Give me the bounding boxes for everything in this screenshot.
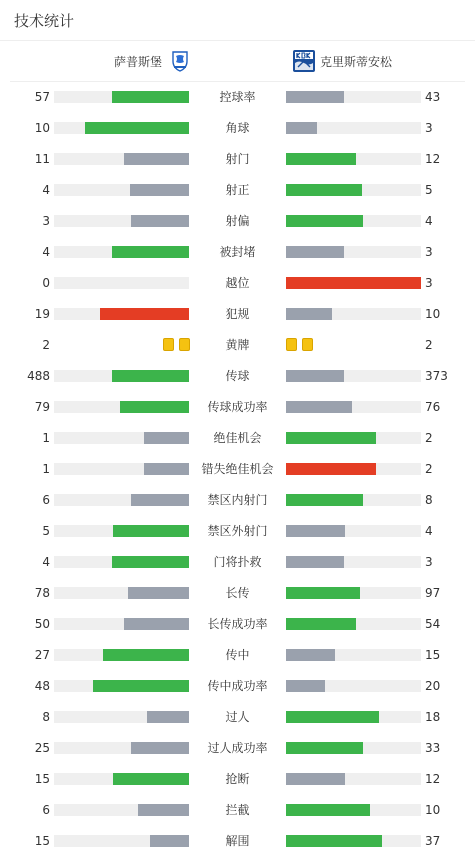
stat-label: 错失绝佳机会 bbox=[201, 462, 274, 476]
away-bar-track bbox=[286, 742, 421, 754]
home-bar-track bbox=[54, 835, 189, 847]
home-value: 0 bbox=[42, 276, 50, 290]
home-bar-track bbox=[54, 649, 189, 661]
home-bar-fill bbox=[112, 91, 189, 103]
home-bar-fill bbox=[113, 773, 189, 785]
home-bar-track bbox=[54, 246, 189, 258]
away-bar-track bbox=[286, 556, 421, 568]
stat-label: 传球 bbox=[225, 369, 250, 383]
home-bar-track bbox=[54, 184, 189, 196]
away-bar-fill bbox=[286, 587, 360, 599]
stat-row bbox=[0, 640, 475, 671]
home-bar-fill bbox=[112, 370, 189, 382]
home-bar-track bbox=[54, 401, 189, 413]
home-value: 8 bbox=[42, 710, 50, 724]
stat-label: 绝佳机会 bbox=[213, 431, 262, 445]
stat-label: 长传 bbox=[225, 586, 250, 600]
stat-label: 被封堵 bbox=[219, 245, 256, 259]
away-value: 76 bbox=[425, 400, 441, 414]
away-value: 43 bbox=[425, 90, 441, 104]
away-value: 3 bbox=[425, 555, 433, 569]
home-value: 5 bbox=[42, 524, 50, 538]
home-bar-track bbox=[54, 494, 189, 506]
away-bar-track bbox=[286, 122, 421, 134]
away-value: 54 bbox=[425, 617, 441, 631]
stat-label: 禁区外射门 bbox=[207, 524, 268, 538]
away-value: 18 bbox=[425, 710, 441, 724]
home-value: 79 bbox=[34, 400, 50, 414]
home-value: 6 bbox=[42, 493, 50, 507]
home-bar-fill bbox=[138, 804, 189, 816]
away-bar-track bbox=[286, 711, 421, 723]
away-value: 12 bbox=[425, 152, 441, 166]
home-bar-track bbox=[54, 122, 189, 134]
home-bar-track bbox=[54, 215, 189, 227]
away-bar-fill bbox=[286, 308, 332, 320]
home-value: 10 bbox=[34, 121, 50, 135]
stat-row bbox=[0, 702, 475, 733]
away-value: 2 bbox=[425, 338, 433, 352]
away-bar-fill bbox=[286, 618, 356, 630]
stat-row bbox=[0, 795, 475, 826]
stat-row bbox=[0, 144, 475, 175]
stat-row bbox=[0, 299, 475, 330]
home-bar-fill bbox=[124, 153, 189, 165]
home-bar-fill bbox=[103, 649, 189, 661]
stat-label: 角球 bbox=[225, 121, 250, 135]
away-bar-fill bbox=[286, 525, 345, 537]
away-value: 33 bbox=[425, 741, 441, 755]
home-value: 11 bbox=[34, 152, 50, 166]
home-value: 2 bbox=[42, 338, 50, 352]
away-value: 3 bbox=[425, 121, 433, 135]
away-bar-track bbox=[286, 277, 421, 289]
home-bar-track bbox=[54, 525, 189, 537]
home-bar-fill bbox=[100, 308, 189, 320]
home-team-name: 萨普斯堡 bbox=[114, 54, 163, 69]
stat-label: 禁区内射门 bbox=[207, 493, 268, 507]
away-bar-track bbox=[286, 587, 421, 599]
home-bar-fill bbox=[112, 556, 189, 568]
home-value: 19 bbox=[34, 307, 50, 321]
home-bar-track bbox=[54, 680, 189, 692]
home-value: 488 bbox=[27, 369, 50, 383]
away-value: 15 bbox=[425, 648, 441, 662]
away-bar-track bbox=[286, 91, 421, 103]
away-team[interactable] bbox=[292, 49, 392, 73]
home-value: 48 bbox=[34, 679, 50, 693]
away-value: 2 bbox=[425, 462, 433, 476]
away-bar-track bbox=[286, 525, 421, 537]
yellow-card-icon bbox=[163, 338, 174, 351]
away-bar-fill bbox=[286, 835, 382, 847]
stat-label: 过人成功率 bbox=[207, 741, 268, 755]
stat-label: 控球率 bbox=[219, 90, 256, 104]
home-bar-track bbox=[54, 742, 189, 754]
away-bar-track bbox=[286, 494, 421, 506]
home-bar-fill bbox=[131, 494, 189, 506]
home-bar-fill bbox=[85, 122, 189, 134]
home-value: 15 bbox=[34, 834, 50, 848]
home-value: 6 bbox=[42, 803, 50, 817]
home-bar-track bbox=[54, 618, 189, 630]
home-bar-track bbox=[54, 153, 189, 165]
stat-label: 长传成功率 bbox=[207, 617, 268, 631]
away-bar-fill bbox=[286, 91, 344, 103]
away-bar-fill bbox=[286, 215, 363, 227]
away-team-logo-icon bbox=[292, 49, 316, 73]
stat-row bbox=[0, 175, 475, 206]
stat-row bbox=[0, 578, 475, 609]
away-bar-track bbox=[286, 835, 421, 847]
away-bar-fill bbox=[286, 370, 344, 382]
home-value: 15 bbox=[34, 772, 50, 786]
away-bar-fill bbox=[286, 711, 379, 723]
away-bar-fill bbox=[286, 277, 421, 289]
stat-row bbox=[0, 733, 475, 764]
home-value: 4 bbox=[42, 555, 50, 569]
home-value: 4 bbox=[42, 183, 50, 197]
away-bar-track bbox=[286, 215, 421, 227]
away-value: 5 bbox=[425, 183, 433, 197]
away-bar-track bbox=[286, 432, 421, 444]
home-bar-fill bbox=[130, 184, 189, 196]
stat-label: 过人 bbox=[225, 710, 250, 724]
home-yellow-cards bbox=[163, 338, 190, 351]
away-bar-track bbox=[286, 184, 421, 196]
stat-row bbox=[0, 454, 475, 485]
stat-row bbox=[0, 113, 475, 144]
stat-row bbox=[0, 764, 475, 795]
away-value: 37 bbox=[425, 834, 441, 848]
home-bar-track bbox=[54, 91, 189, 103]
stat-label: 传中 bbox=[225, 648, 250, 662]
home-bar-track bbox=[54, 773, 189, 785]
home-value: 1 bbox=[42, 431, 50, 445]
away-bar-fill bbox=[286, 742, 363, 754]
stat-label: 射正 bbox=[225, 183, 250, 197]
away-bar-track bbox=[286, 463, 421, 475]
home-bar-track bbox=[54, 277, 189, 289]
home-bar-fill bbox=[131, 215, 189, 227]
away-bar-track bbox=[286, 680, 421, 692]
home-team[interactable] bbox=[114, 49, 192, 73]
stat-label: 犯规 bbox=[225, 307, 250, 321]
away-value: 4 bbox=[425, 524, 433, 538]
stat-label: 黄牌 bbox=[225, 338, 250, 352]
away-value: 10 bbox=[425, 803, 441, 817]
stat-row bbox=[0, 609, 475, 640]
stat-label: 拦截 bbox=[225, 803, 250, 817]
stat-row bbox=[0, 547, 475, 578]
stat-row bbox=[0, 361, 475, 392]
home-bar-fill bbox=[147, 711, 189, 723]
home-bar-track bbox=[54, 587, 189, 599]
stat-row bbox=[0, 826, 475, 857]
away-bar-track bbox=[286, 370, 421, 382]
away-bar-track bbox=[286, 618, 421, 630]
home-value: 57 bbox=[34, 90, 50, 104]
home-bar-track bbox=[54, 711, 189, 723]
teams-bar bbox=[10, 41, 465, 82]
away-bar-fill bbox=[286, 122, 317, 134]
stat-label: 射门 bbox=[225, 152, 250, 166]
stat-row bbox=[0, 237, 475, 268]
home-team-logo-icon bbox=[168, 49, 192, 73]
away-value: 12 bbox=[425, 772, 441, 786]
away-bar-fill bbox=[286, 153, 356, 165]
home-bar-fill bbox=[131, 742, 189, 754]
home-bar-track bbox=[54, 370, 189, 382]
home-bar-fill bbox=[120, 401, 189, 413]
home-bar-fill bbox=[93, 680, 189, 692]
away-bar-fill bbox=[286, 494, 363, 506]
stat-label: 越位 bbox=[225, 276, 250, 290]
home-value: 25 bbox=[34, 741, 50, 755]
away-bar-track bbox=[286, 649, 421, 661]
away-team-name: 克里斯蒂安松 bbox=[320, 54, 393, 69]
home-bar-fill bbox=[128, 587, 189, 599]
stat-label: 门将扑救 bbox=[213, 555, 262, 569]
away-bar-track bbox=[286, 773, 421, 785]
away-bar-fill bbox=[286, 556, 344, 568]
away-bar-track bbox=[286, 308, 421, 320]
home-bar-fill bbox=[113, 525, 189, 537]
away-bar-fill bbox=[286, 401, 352, 413]
stats-header bbox=[0, 0, 475, 41]
home-bar-fill bbox=[144, 432, 189, 444]
stat-row bbox=[0, 330, 475, 361]
stat-row bbox=[0, 82, 475, 113]
home-bar-track bbox=[54, 804, 189, 816]
away-bar-fill bbox=[286, 246, 344, 258]
home-value: 4 bbox=[42, 245, 50, 259]
away-bar-fill bbox=[286, 432, 376, 444]
home-value: 50 bbox=[34, 617, 50, 631]
stat-label: 射偏 bbox=[225, 214, 250, 228]
away-bar-track bbox=[286, 246, 421, 258]
away-value: 4 bbox=[425, 214, 433, 228]
yellow-card-icon bbox=[302, 338, 313, 351]
stat-row bbox=[0, 423, 475, 454]
yellow-card-icon bbox=[179, 338, 190, 351]
away-bar-track bbox=[286, 153, 421, 165]
home-bar-fill bbox=[112, 246, 189, 258]
away-yellow-cards bbox=[286, 338, 313, 351]
away-bar-fill bbox=[286, 649, 335, 661]
away-value: 8 bbox=[425, 493, 433, 507]
away-bar-fill bbox=[286, 463, 376, 475]
home-value: 78 bbox=[34, 586, 50, 600]
away-value: 20 bbox=[425, 679, 441, 693]
away-bar-fill bbox=[286, 773, 345, 785]
away-value: 10 bbox=[425, 307, 441, 321]
away-value: 97 bbox=[425, 586, 441, 600]
stat-label: 传中成功率 bbox=[207, 679, 268, 693]
stat-label: 解围 bbox=[225, 834, 250, 848]
stat-row bbox=[0, 485, 475, 516]
stat-row bbox=[0, 392, 475, 423]
page-title: 技术统计 bbox=[14, 12, 75, 30]
home-bar-track bbox=[54, 308, 189, 320]
stat-row bbox=[0, 268, 475, 299]
away-value: 373 bbox=[425, 369, 448, 383]
away-value: 3 bbox=[425, 276, 433, 290]
away-value: 2 bbox=[425, 431, 433, 445]
away-bar-fill bbox=[286, 804, 370, 816]
stat-row bbox=[0, 671, 475, 702]
home-bar-track bbox=[54, 556, 189, 568]
home-value: 3 bbox=[42, 214, 50, 228]
away-bar-fill bbox=[286, 184, 362, 196]
away-value: 3 bbox=[425, 245, 433, 259]
home-bar-fill bbox=[144, 463, 189, 475]
away-bar-track bbox=[286, 401, 421, 413]
home-value: 27 bbox=[34, 648, 50, 662]
stat-row bbox=[0, 206, 475, 237]
away-bar-track bbox=[286, 804, 421, 816]
home-value: 1 bbox=[42, 462, 50, 476]
home-bar-track bbox=[54, 432, 189, 444]
home-bar-fill bbox=[124, 618, 189, 630]
home-bar-track bbox=[54, 463, 189, 475]
stat-row bbox=[0, 516, 475, 547]
away-bar-fill bbox=[286, 680, 325, 692]
stat-label: 传球成功率 bbox=[207, 400, 268, 414]
home-bar-fill bbox=[150, 835, 189, 847]
yellow-card-icon bbox=[286, 338, 297, 351]
stat-label: 抢断 bbox=[225, 772, 250, 786]
